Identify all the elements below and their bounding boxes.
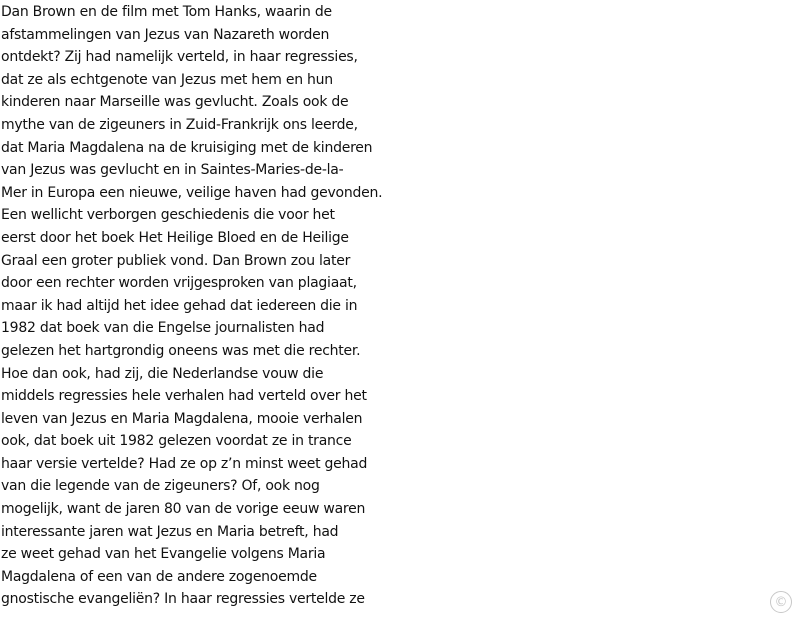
text-line: interessante jaren wat Jezus en Maria betreft, had <box>1 523 339 540</box>
text-line: Mer in Europa een nieuwe, veilige haven had gevonden. <box>1 184 383 201</box>
text-line: gnostische evangeliën? In haar regressies vertelde ze <box>1 591 365 608</box>
text-line: door een rechter worden vrijgesproken van plagiaat, <box>1 275 357 292</box>
text-line: Dan Brown en de film met Tom Hanks, waarin de <box>1 4 332 20</box>
text-line: ze weet gehad van het Evangelie volgens Maria <box>1 546 326 563</box>
text-line: kinderen naar Marseille was gevlucht. Zoals ook de <box>1 94 349 111</box>
text-line: mythe van de zigeuners in Zuid-Frankrijk ons leerde, <box>1 116 358 133</box>
text-line: middels regressies hele verhalen had verteld over het <box>1 388 367 405</box>
text-line: gelezen het hartgrondig oneens was met die rechter. <box>1 342 361 359</box>
text-line: Graal een groter publiek vond. Dan Brown zou later <box>1 252 351 269</box>
copyright-icon: © <box>770 591 792 613</box>
text-line: eerst door het boek Het Heilige Bloed en de Heilige <box>1 229 349 246</box>
text-line: maar ik had altijd het idee gehad dat iedereen die in <box>1 297 358 314</box>
text-line: ontdekt? Zij had namelijk verteld, in haar regressies, <box>1 49 358 66</box>
text-line: Magdalena of een van de andere zogenoemde <box>1 568 317 585</box>
text-line: haar versie vertelde? Had ze op z’n minst weet gehad <box>1 455 368 472</box>
text-line: van die legende van de zigeuners? Of, ook nog <box>1 478 320 495</box>
text-line: 1982 dat boek van die Engelse journalisten had <box>1 320 325 337</box>
text-line: dat ze als echtgenote van Jezus met hem en hun <box>1 71 333 88</box>
text-line: van Jezus was gevlucht en in Saintes-Maries-de-la- <box>1 162 344 179</box>
text-line: Een wellicht verborgen geschiedenis die voor het <box>1 207 335 224</box>
text-line: ook, dat boek uit 1982 gelezen voordat ze in trance <box>1 433 352 450</box>
text-line: Hoe dan ook, had zij, die Nederlandse vouw die <box>1 365 324 382</box>
text-line: mogelijk, want de jaren 80 van de vorige eeuw waren <box>1 501 366 518</box>
document-body <box>1 1 396 611</box>
text-line: afstammelingen van Jezus van Nazareth worden <box>1 26 330 43</box>
text-line: leven van Jezus en Maria Magdalena, mooie verhalen <box>1 410 363 427</box>
text-line: dat Maria Magdalena na de kruisiging met de kinderen <box>1 139 373 156</box>
